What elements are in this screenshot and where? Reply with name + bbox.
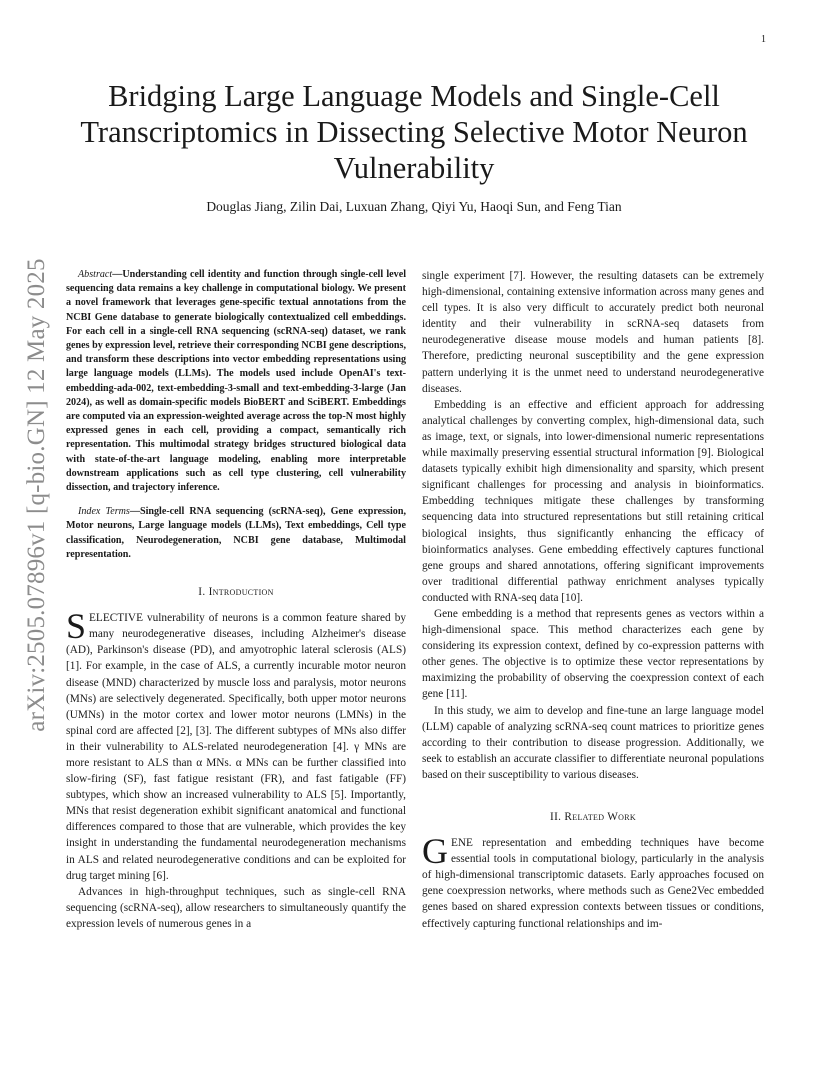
intro-paragraph-5: In this study, we aim to develop and fine-tune an large language model (LLM) capable of analyzing scRNA-seq count matrices to prioritize genes according to their contribution to disease progression. Additionally, we seek to establish an accurate classifier to differentiate neuronal populations based on their susceptibility to various diseases.: [422, 704, 764, 781]
related-work-paragraph-1-text: representation and embedding techniques have become essential tools in computational biology, particularly in the analysis of high-dimensional transcriptomic datasets. Early approaches focused on gene coexpression networks, where methods such as Gene2Vec embedded genes based on shared expression contexts between tissues or conditions, effectively capturing functional relationships and im-: [422, 837, 764, 930]
abstract: [66, 268, 406, 495]
page-number: 1: [761, 34, 766, 45]
section-number: II.: [550, 811, 565, 823]
abstract-lead: Abstract: [78, 269, 113, 280]
section-heading-introduction: [66, 584, 406, 600]
arxiv-identifier-text: arXiv:2505.07896v1 [q-bio.GN] 12 May 2025: [23, 258, 50, 732]
index-terms: [66, 505, 406, 562]
abstract-text: —Understanding cell identity and function through single-cell level sequencing data remains a key challenge in computational biology. We present a novel framework that leverages gene-specific textual annotations from the NCBI Gene database to generate biologically contextualized cell embeddings. For each cell in a single-cell RNA sequencing (scRNA-seq) dataset, we rank genes by expression level, retrieve their corresponding NCBI gene descriptions, and transform these descriptions into vector embedding representations using large language models (LLMs). The models used include OpenAI's text-embedding-ada-002, text-embedding-3-small and text-embedding-3-large (Jan 2024), as well as domain-specific models BioBERT and SciBERT. Embeddings are computed via an expression-weighted average across the top-N most highly expressed genes in each cell, providing a compact, semantically rich representation. This multimodal strategy bridges structured biological data with state-of-the-art language modeling, enabling more interpretable downstream applications such as cell type clustering, cell vulnerability dissection, and trajectory inference.: [66, 269, 406, 494]
drop-cap-word-rest: ENE: [451, 837, 473, 850]
left-column: [66, 268, 406, 932]
author-list: Douglas Jiang, Zilin Dai, Luxuan Zhang, Qiyi Yu, Haoqi Sun, and Feng Tian: [206, 199, 622, 214]
intro-paragraph-3: Embedding is an effective and efficient approach for addressing analytical challenges by converting complex, high-dimensional data, such as image, text, or signals, into lower-dimensional numeric representations while maximally preserving essential structural information [9]. Biological datasets typically exhibit high dimensionality and sparsity, which present significant challenges for processing and analysis in bioinformatics. Embedding techniques mitigate these challenges by transforming sequencing data into structured representations but still retaining critical biological insights, thus significantly enhancing the efficacy of bioinformatics analyses. Gene embedding effectively captures functional gene groups and shared annotations, offering significant improvements over traditional differential pathway enrichment analyses typically conducted with RNA-seq data [10].: [422, 398, 764, 604]
intro-paragraph-2-start: Advances in high-throughput techniques, such as single-cell RNA sequencing (scRNA-seq), allow researchers to simultaneously quantify the expression levels of numerous genes in a: [66, 885, 406, 930]
index-terms-lead: Index Terms: [78, 506, 130, 518]
drop-cap-word-rest: ELECTIVE: [89, 612, 143, 625]
right-column: [422, 268, 764, 932]
section-heading-related-work: [422, 809, 764, 825]
index-terms-text: —Single-cell RNA sequencing (scRNA-seq), Gene expression, Motor neurons, Large language models (LLMs), Text embeddings, Cell type classification, Neurodegeneration, NCBI gene database, Multimodal representation.: [66, 506, 406, 560]
section-title: Introduction: [208, 586, 274, 599]
drop-cap-letter: S: [66, 606, 87, 647]
related-work-paragraph-1: [422, 831, 764, 932]
intro-paragraph-1-text: vulnerability of neurons is a common feature shared by many neurodegenerative diseases, including Alzheimer's disease (AD), Parkinson's disease (PD), and amyotrophic lateral sclerosis (ALS) [1]. For example, in the case of ALS, a currently incurable motor neuron disease (MND) characterized by muscle loss and paralysis, motor neurons (MNs) are selectively degenerated. Specifically, both upper motor neurons (UMNs) in the motor cortex and lower motor neurons (LMNs) in the spinal cord are affected [2], [3]. The different subtypes of MNs also differ in their vulnerability to ALS-related neurodegeneration [4]. γ MNs are more resistant to ALS than α MNs. α MNs can be further classified into slow-firing (SF), fast fatigue resistant (FR), and fast fatigable (FF) subtypes, which show an increased vulnerability to ALS [5]. Importantly, MNs that resist degeneration exhibit significant anatomical and functional differences compared to those that are vulnerable, which provides the key insight in understanding the fundamental neurodegeneration mechanisms in ALS and related neurodegenerative conditions and can be exploited for drug target mining [6].: [66, 612, 406, 882]
intro-paragraph-4: Gene embedding is a method that represents genes as vectors within a high-dimensional space. This method characterizes each gene by considering its expression context, defined by co-expression patterns with other genes. The objective is to optimize these vector representations by maximizing the probability of observing the coexpression context of each gene [11].: [422, 607, 764, 701]
intro-paragraph-1: [66, 606, 406, 884]
intro-paragraph-2-continued: single experiment [7]. However, the resulting datasets can be extremely high-dimensional, containing extensive information across many genes and cell types. It is also very difficult to accurately predict both neuronal identity and their vulnerability in scRNA-seq datasets from neurodegenerative disease mouse models and human patients [8]. Therefore, predicting neuronal susceptibility and the gene expression pattern underlying it is the unmet need to understand neurodegenerative diseases.: [422, 270, 764, 395]
section-title: Related Work: [564, 811, 636, 823]
arxiv-identifier-stamp: [22, 258, 52, 732]
paper-title: Bridging Large Language Models and Single-Cell Transcriptomics in Dissecting Selective Motor Neuron Vulnerability: [80, 79, 748, 185]
drop-cap-letter: G: [422, 831, 448, 872]
section-number: I.: [198, 586, 209, 599]
